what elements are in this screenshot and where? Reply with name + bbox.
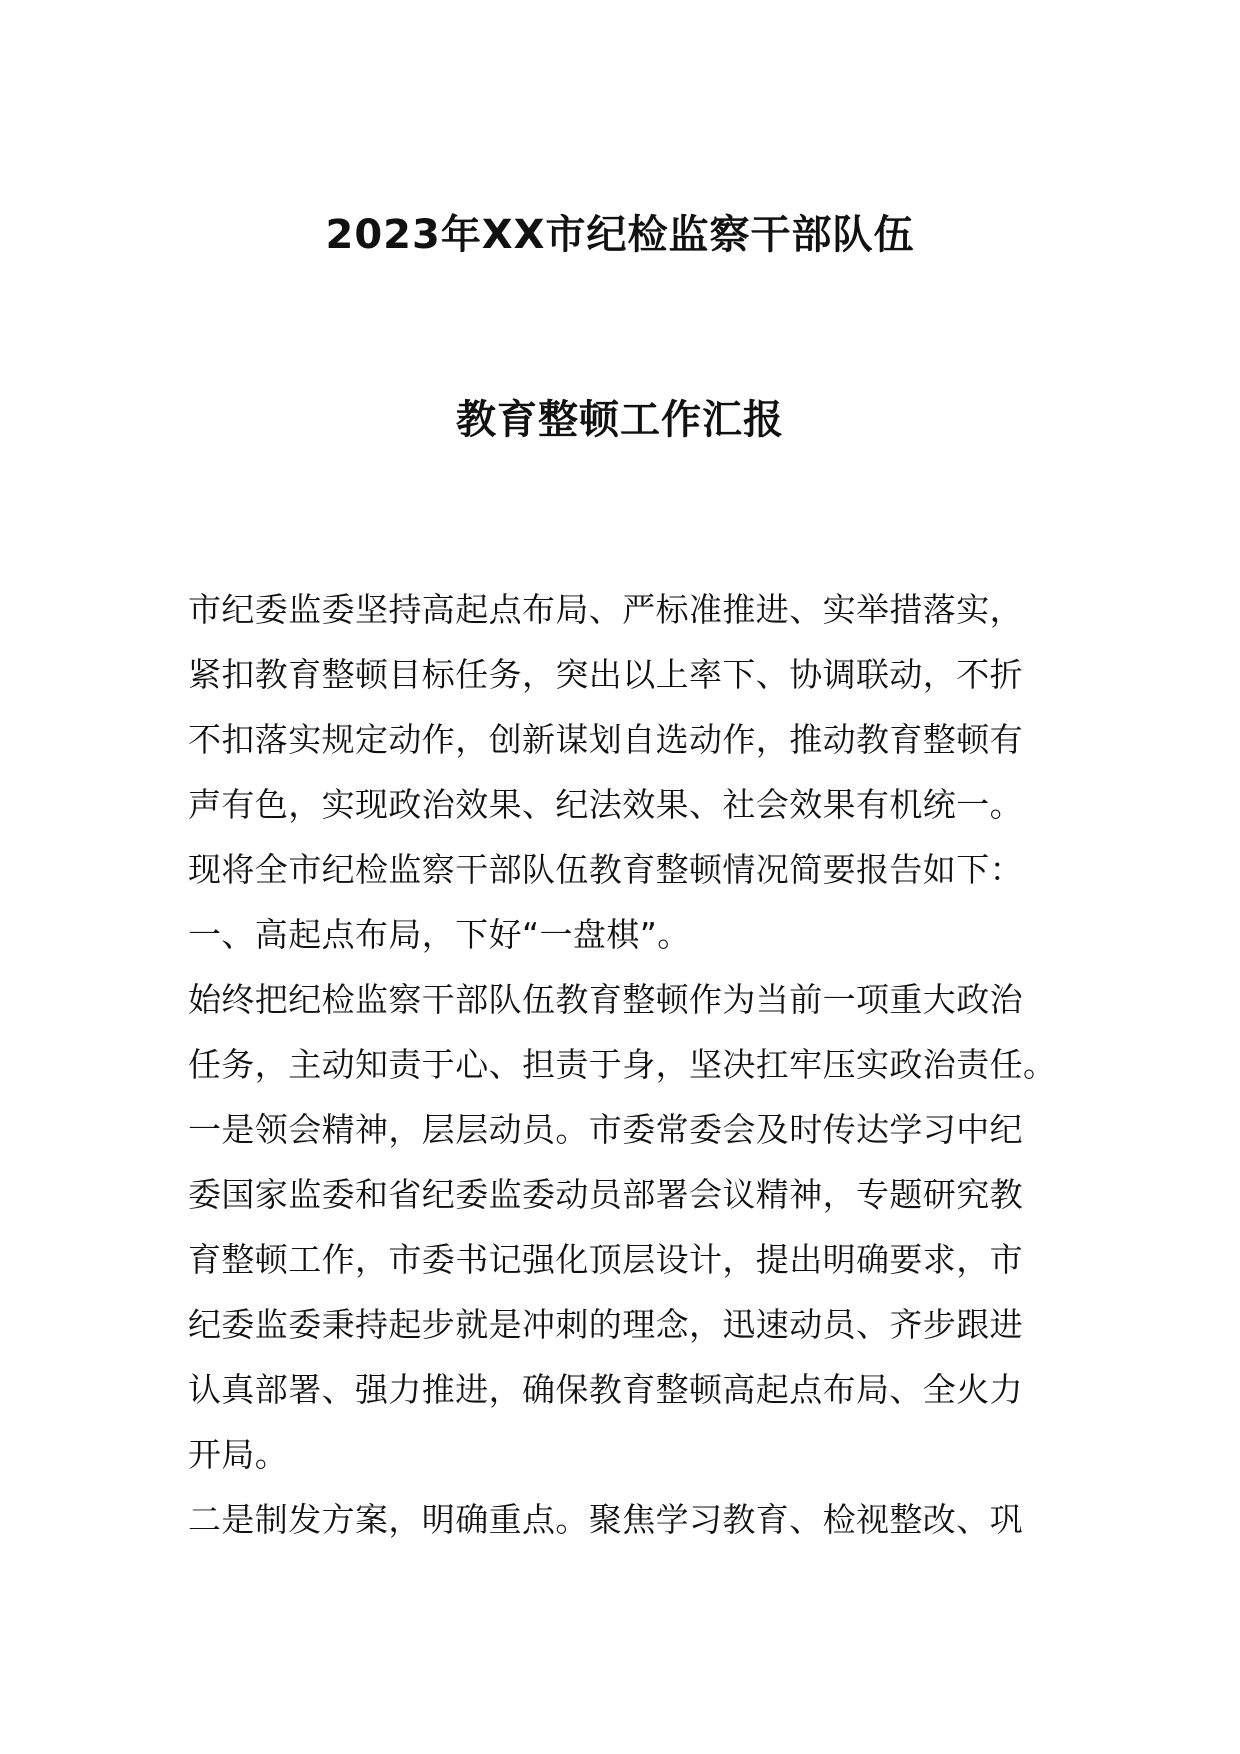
- body-line: 二是制发方案，明确重点。聚焦学习教育、检视整改、巩: [188, 1500, 1023, 1539]
- document-title-line-2: 教育整顿工作汇报: [456, 397, 784, 443]
- body-line: 现将全市纪检监察干部队伍教育整顿情况简要报告如下：: [188, 850, 1023, 889]
- body-line: 认真部署、强力推进，确保教育整顿高起点布局、全火力: [188, 1370, 1023, 1409]
- body-line: 育整顿工作，市委书记强化顶层设计，提出明确要求，市: [188, 1240, 1023, 1279]
- body-line: 开局。: [188, 1435, 289, 1474]
- body-line: 不扣落实规定动作，创新谋划自选动作，推动教育整顿有: [188, 720, 1023, 759]
- body-line: 始终把纪检监察干部队伍教育整顿作为当前一项重大政治: [188, 980, 1023, 1019]
- body-line: 声有色，实现政治效果、纪法效果、社会效果有机统一。: [188, 785, 1023, 824]
- body-line: 任务，主动知责于心、担责于身，坚决扛牢压实政治责任。: [188, 1045, 1057, 1084]
- document-title-line-1: 2023年XX市纪检监察干部队伍: [325, 212, 915, 258]
- body-line: 委国家监委和省纪委监委动员部署会议精神，专题研究教: [188, 1175, 1023, 1214]
- body-line: 市纪委监委坚持高起点布局、严标准推进、实举措落实，: [188, 590, 1023, 629]
- body-line: 纪委监委秉持起步就是冲刺的理念，迅速动员、齐步跟进: [188, 1305, 1023, 1344]
- document-body: [188, 577, 1068, 1552]
- body-line: 紧扣教育整顿目标任务，突出以上率下、协调联动，不折: [188, 655, 1023, 694]
- body-line: 一是领会精神，层层动员。市委常委会及时传达学习中纪: [188, 1110, 1023, 1149]
- section-heading: 一、高起点布局，下好“一盘棋”。: [188, 915, 691, 954]
